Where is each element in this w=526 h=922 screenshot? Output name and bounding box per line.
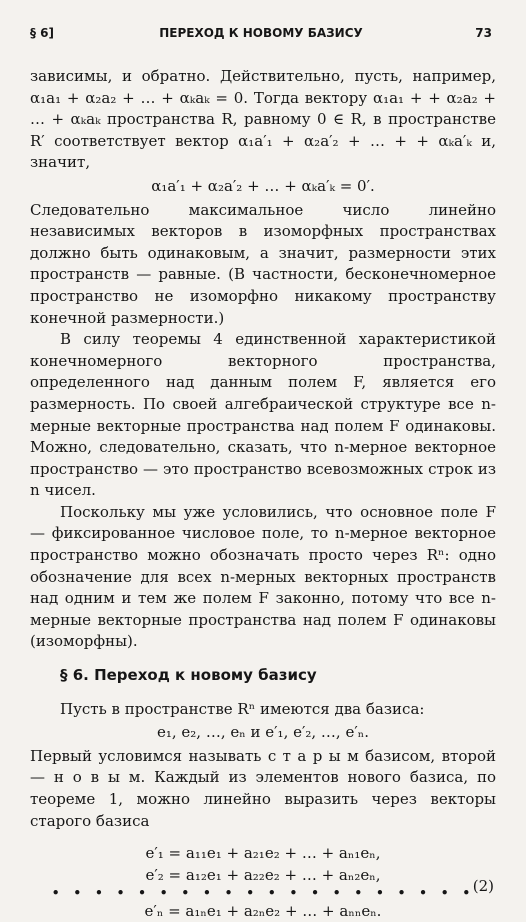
paragraph-3: В силу теоремы 4 единственной характеристикой конечномерного векторного пространства, определенного над данным полем F, является его размерность. По своей алгебраической структуре все n-мерные векторные пространства над полем F одинаковы. Можно, следовательно, сказать, что n-мерное векторное пространство — это пространство всевозможных строк из n чисел. [30,330,496,500]
equation-dots: • • • • • • • • • • • • • • • • • • • • [51,884,475,903]
equation-row-n: e′ₙ = a₁ₙe₁ + a₂ₙe₂ + … + aₙₙeₙ. [144,902,382,921]
page-number: 73 [475,26,492,40]
equation-row-2: e′₂ = a₁₂e₁ + a₂₂e₂ + … + aₙ₂eₙ, [145,866,381,885]
equation-row-1: e′₁ = a₁₁e₁ + a₂₁e₂ + … + aₙ₁eₙ, [145,844,381,863]
equation-number: (2) [472,877,494,896]
paragraph-5: Пусть в пространстве Rⁿ имеются два базиса: [60,699,425,718]
paragraph-1: зависимы, и обратно. Действительно, пусть, например, α₁a₁ + α₂a₂ + … + αₖaₖ = 0. Тогда вектору α₁a₁ + + α₂a₂ + … + αₖaₖ пространства R, равному 0 ∈ R, в пространстве R′ соответствует вектор α₁a′₁ + α₂a′₂ + … + + αₖa′ₖ и, значит, [30,67,496,172]
paragraph-4: Поскольку мы уже условились, что основное поле F — фиксированное числовое поле, то n-мерное векторное пространство можно обозначать просто через Rⁿ: одно обозначение для всех n-мерных векторных пространств над одним и тем же полем F законно, потому что все n-мерные векторные пространства над полем F одинаковы (изоморфны). [30,502,496,651]
section-heading: § 6. Переход к новому базису [60,666,317,685]
formula-2: e₁, e₂, …, eₙ и e′₁, e′₂, …, e′ₙ. [156,723,370,742]
page-body [30,66,496,922]
running-title: ПЕРЕХОД К НОВОМУ БАЗИСУ [159,26,363,40]
section-marker: § 6] [30,26,55,40]
running-header [30,26,492,44]
paragraph-6: Первый условимся называть с т а р ы м базисом, второй — н о в ы м. Каждый из элементов нового базиса, по теореме 1, можно линейно выразить через векторы старого базиса [30,746,496,830]
formula-1: α₁a′₁ + α₂a′₂ + … + αₖa′ₖ = 0′. [151,176,375,195]
equation-system [30,842,496,922]
paragraph-2: Следовательно максимальное число линейно независимых векторов в изоморфных пространствах должно быть одинаковым, а значит, размерности этих пространств — равные. (В частности, бесконечномерное пространство не изоморфно никакому пространству конечной размерности.) [30,200,496,327]
